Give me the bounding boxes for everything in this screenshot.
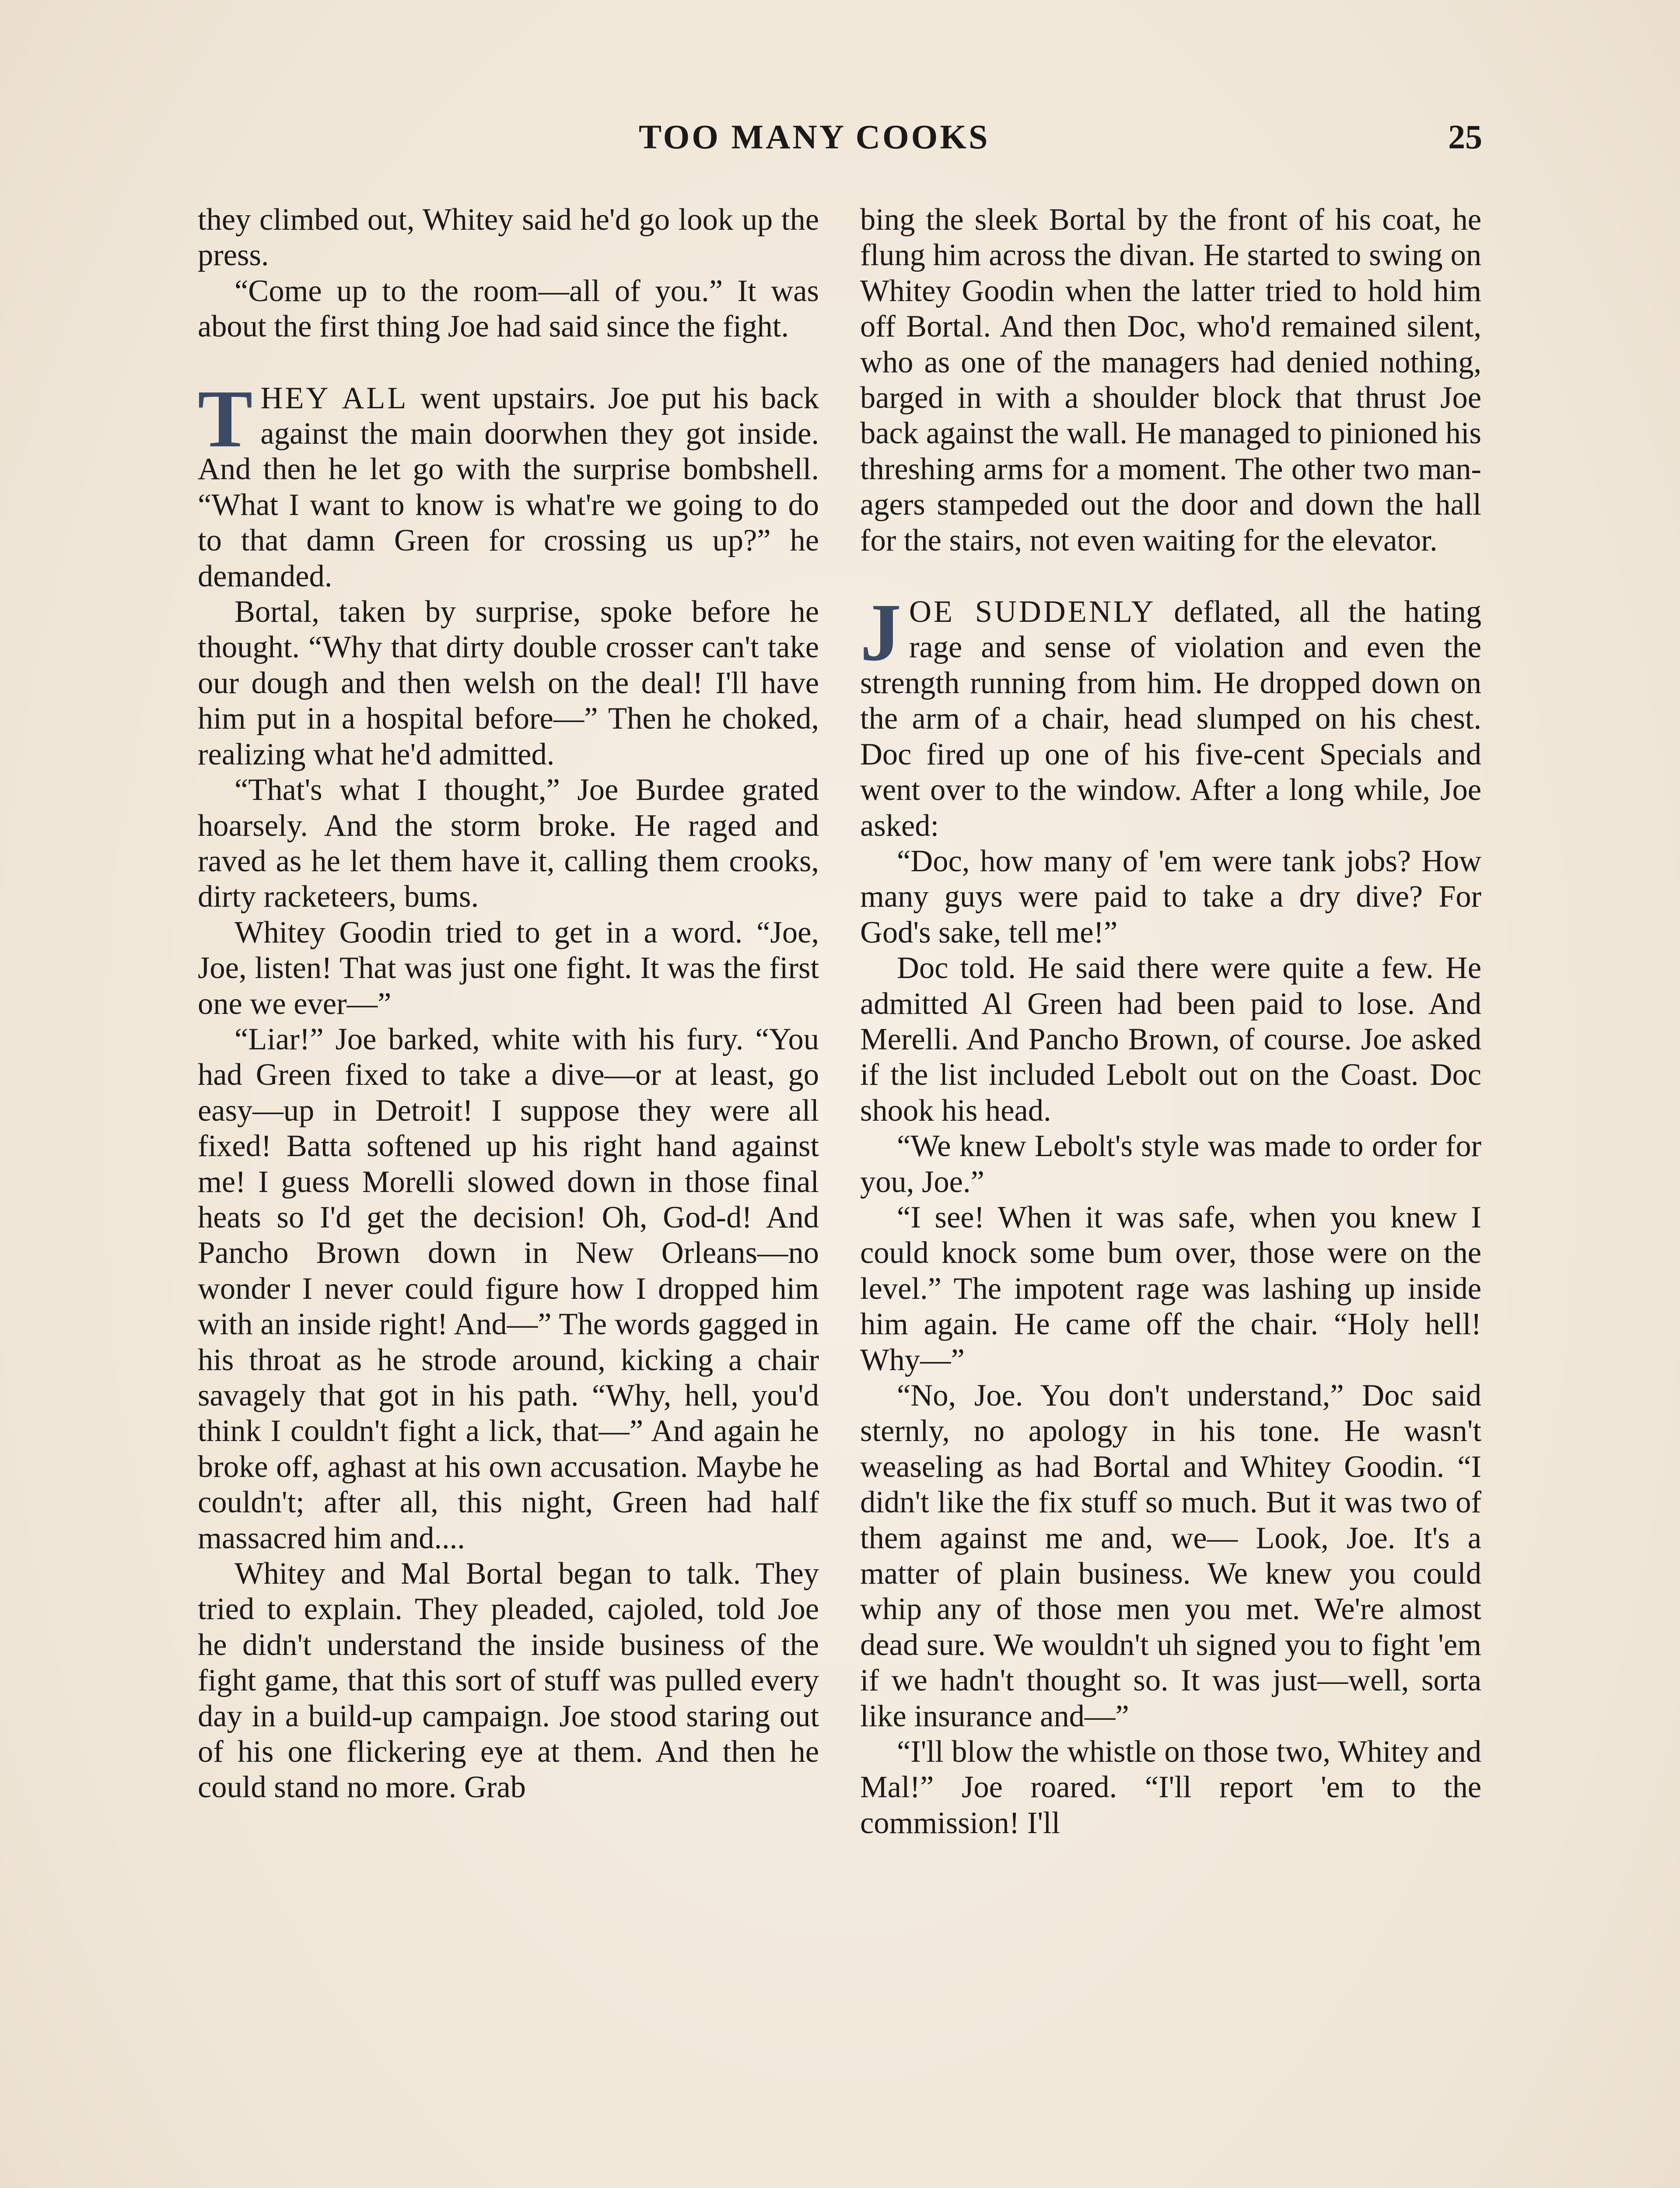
- paragraph: Whitey Goodin tried to get in a word. “Joe, Joe, listen! That was just one fight. It was the first one we ever—”: [198, 915, 819, 1021]
- lead-in: OE SUDDENLY: [909, 595, 1156, 629]
- paragraph-text: deflated, all the hating rage and sense of violation and even the strength running from him. He dropped down on the arm of a chair, head slumped on his chest. Doc fired up one of his five-cent Specials and went over to the window. After a long while, Joe asked:: [860, 595, 1481, 843]
- paragraph: “We knew Lebolt's style was made to order for you, Joe.”: [860, 1129, 1481, 1199]
- running-head: [0, 117, 1680, 170]
- paragraph: “I see! When it was safe, when you knew I could knock some bum over, those were on the level.” The impotent rage was lashing up inside him again. He came off the chair. “Holy hell! Why—”: [860, 1200, 1481, 1377]
- drop-cap: T: [198, 372, 253, 464]
- paragraph: “That's what I thought,” Joe Burdee grated hoarsely. And the storm broke. He raged and raved as he let them have it, calling them crooks, dirty racketeers, bums.: [198, 773, 819, 914]
- page-number: 25: [1448, 118, 1482, 156]
- lead-in: HEY ALL: [260, 381, 409, 415]
- paragraph: “Come up to the room—all of you.” It was about the first thing Joe had said since the fight.: [198, 274, 819, 344]
- paragraph: Doc told. He said there were quite a few. He admitted Al Green had been paid to lose. And Merelli. And Pancho Brown, of course. Joe asked if the list included Lebolt out on the Coast. Doc shook his head.: [860, 951, 1481, 1128]
- running-title: TOO MANY COOKS: [639, 118, 990, 156]
- section-paragraph: [198, 372, 819, 594]
- right-column: [860, 202, 1481, 1841]
- paragraph-text: went upstairs. Joe put his back against the main doorwhen they got inside. And then he let go with the surprise bombshell. “What I want to know is what're we going to do to that damn Green for crossing us up?” he demanded.: [198, 381, 819, 593]
- paragraph: “Doc, how many of 'em were tank jobs? How many guys were paid to take a dry dive? For God's sake, tell me!”: [860, 844, 1481, 950]
- left-column: [198, 202, 819, 1806]
- paragraph: they climbed out, Whitey said he'd go look up the press.: [198, 203, 819, 273]
- paragraph: Whitey and Mal Bortal began to talk. They tried to explain. They pleaded, cajoled, told Joe he didn't understand the inside business of the fight game, that this sort of stuff was pulled every day in a build-up campaign. Joe stood staring out of his one flickering eye at them. And then he could stand no more. Grab: [198, 1557, 819, 1805]
- paragraph: “I'll blow the whistle on those two, Whitey and Mal!” Joe roared. “I'll report 'em to the commission! I'll: [860, 1735, 1481, 1840]
- paragraph: bing the sleek Bortal by the front of his coat, he flung him across the divan. He started to swing on Whitey Goodin when the latter tried to hold him off Bortal. And then Doc, who'd remained silent, who as one of the managers had denied nothing, barged in with a shoulder block that thrust Joe back against the wall. He managed to pinioned his threshing arms for a moment. The other two managers stampeded out the door and down the hall for the stairs, not even waiting for the elevator.: [860, 203, 1481, 558]
- drop-cap: J: [860, 586, 901, 678]
- paragraph: “Liar!” Joe barked, white with his fury. “You had Green fixed to take a dive—or at least, go easy—up in Detroit! I suppose they were all fixed! Batta softened up his right hand against me! I guess Morelli slowed down in those final heats so I'd get the decision! Oh, God-d! And Pancho Brown down in New Orleans—no wonder I never could figure how I dropped him with an inside right! And—” The words gagged in his throat as he strode around, kicking a chair savagely that got in his path. “Why, hell, you'd think I couldn't fight a lick, that—” And again he broke off, aghast at his own accusation. Maybe he couldn't; after all, this night, Green had half massacred him and....: [198, 1022, 819, 1555]
- section-paragraph: [860, 586, 1481, 844]
- paragraph: Bortal, taken by surprise, spoke before he thought. “Why that dirty double crosser can't take our dough and then welsh on the deal! I'll have him put in a hospital before—” Then he choked, realizing what he'd admitted.: [198, 595, 819, 771]
- paragraph: “No, Joe. You don't understand,” Doc said sternly, no apology in his tone. He wasn't weaseling as had Bortal and Whitey Goodin. “I didn't like the fix stuff so much. But it was two of them against me and, we— Look, Joe. It's a matter of plain business. We knew you could whip any of those men you met. We're almost dead sure. We wouldn't uh signed you to fight 'em if we hadn't thought so. It was just—well, sorta like insurance and—”: [860, 1378, 1481, 1733]
